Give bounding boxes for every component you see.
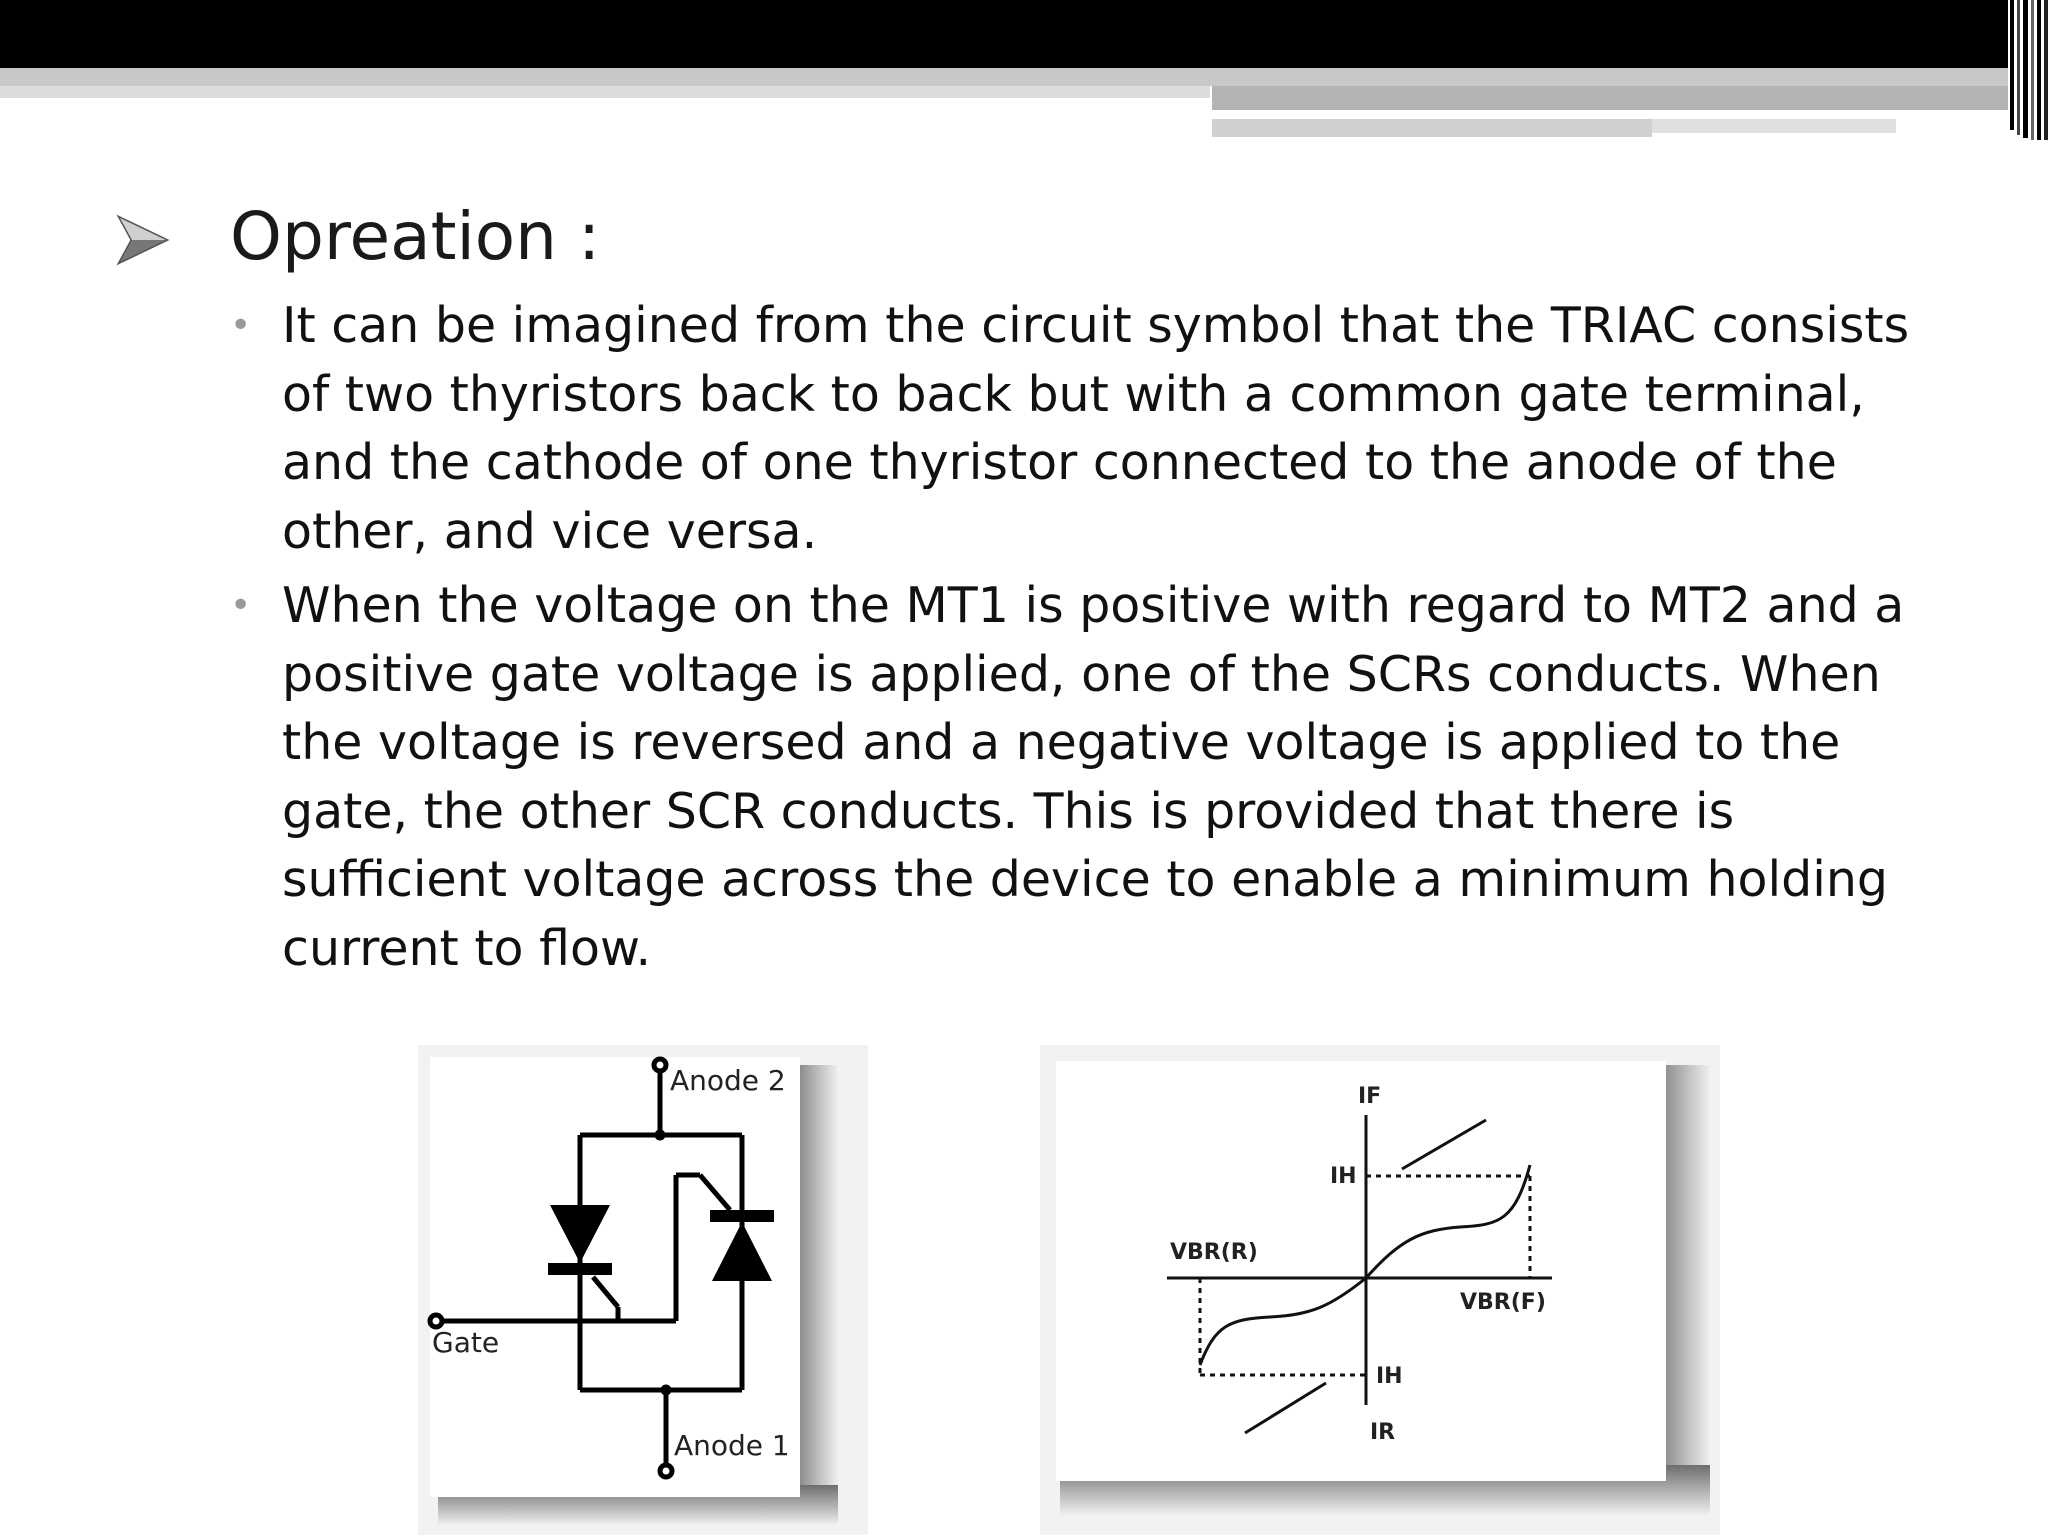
header-gray-bar-light [0,86,1210,98]
triac-equivalent-circuit [418,1045,868,1535]
triac-vi-characteristic [1040,1045,1720,1535]
ih-top-label: IH [1330,1164,1357,1189]
ih-bottom-label: IH [1376,1364,1403,1389]
bullet-text: It can be imagined from the circuit symbol that the TRIAC consists of two thyristors back to back but with a common gate terminal, and the cathode of one thyristor connected to the anode of the other, and vice versa. [282,297,1910,560]
header-black-bar [0,0,2048,68]
bullet-dot-icon: • [230,305,252,346]
ir-label: IR [1370,1420,1396,1445]
vbr-r-label: VBR(R) [1170,1240,1258,1265]
anode1-label: Anode 1 [674,1429,790,1462]
arrowhead-bullet-icon [112,210,172,270]
header-right-stripes [2008,0,2048,140]
bullet-dot-icon: • [230,585,252,626]
header-gray-bar [0,68,2010,86]
header-gray-bar-lowest [1652,119,1896,133]
header-gray-bar-dark [1212,86,2012,110]
bullet-list [230,292,1930,989]
anode2-label: Anode 2 [670,1064,786,1097]
header-gray-bar-lower [1212,119,1652,137]
header-white-line [1212,110,2012,119]
bullet-text: When the voltage on the MT1 is positive with regard to MT2 and a positive gate voltage is applied, one of the SCRs conducts. When the voltage is reversed and a negative voltage is applied to the gate, the other SCR conducts. This is provided that there is sufficient voltage across the device to enable a minimum holding current to flow. [282,577,1905,977]
vbr-f-label: VBR(F) [1460,1290,1546,1315]
slide-title: Opreation : [230,198,601,275]
bullet-item [230,572,1930,983]
title-bullet [112,200,172,280]
if-label: IF [1358,1084,1382,1109]
bullet-item [230,292,1930,566]
gate-label: Gate [432,1326,500,1359]
